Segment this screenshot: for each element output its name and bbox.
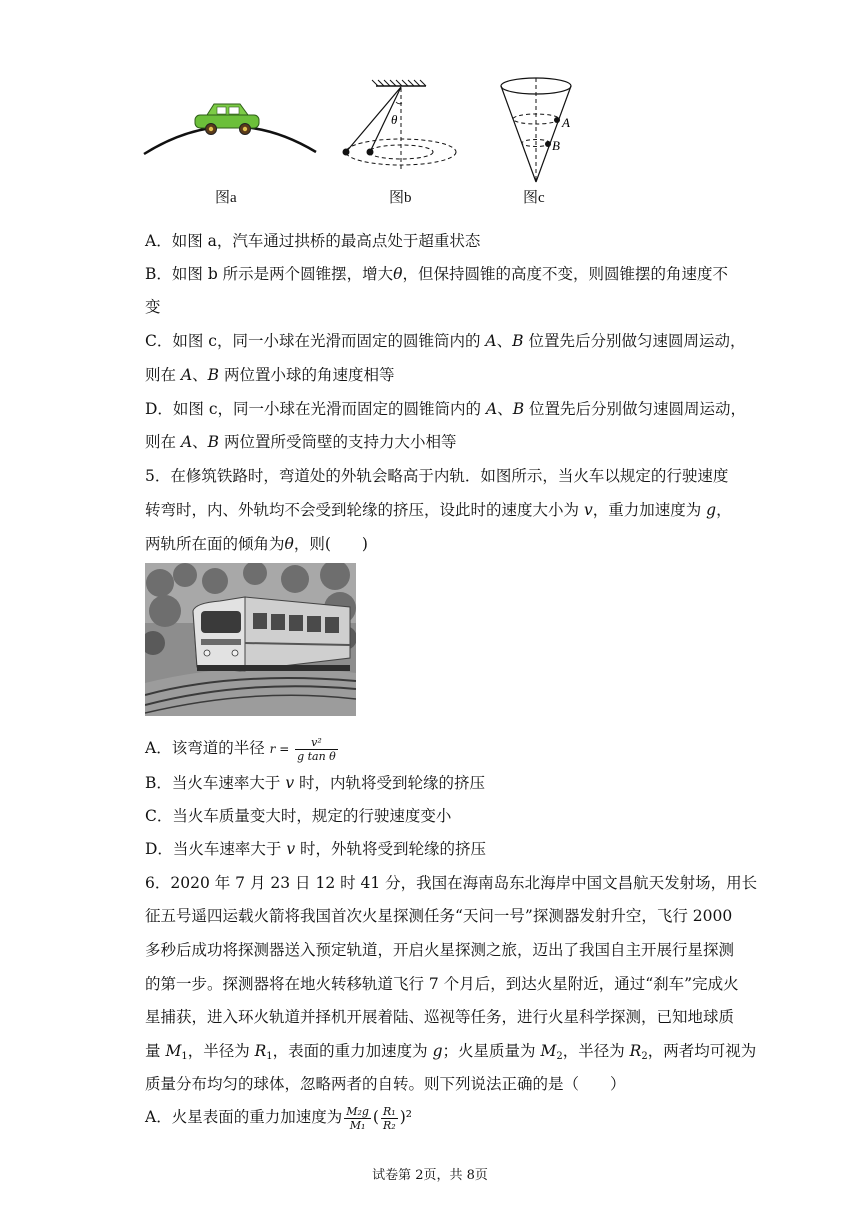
figure-c-cone xyxy=(501,78,571,182)
q6-stem-line4: 的第一步。探测器将在地火转移轨道飞行 7 个月后，到达火星附近，通过“刹车”完成火 xyxy=(145,975,739,993)
q6-stem-line7: 质量分布均匀的球体，忽略两者的自转。则下列说法正确的是（ ） xyxy=(145,1075,626,1093)
figure-b-caption: 图b xyxy=(389,190,412,206)
q4-option-d: D．如图 c，同一小球在光滑而固定的圆锥筒内的 A、B 位置先后分别做匀速圆周运动， xyxy=(145,400,747,418)
q5-stem-line3: 两轨所在面的倾角为θ，则( ) xyxy=(145,535,368,553)
q4-option-a: A．如图 a，汽车通过拱桥的最高点处于超重状态 xyxy=(145,232,481,250)
q4-option-b-cont: 变 xyxy=(145,298,161,316)
q5-stem-line1: 5．在修筑铁路时，弯道处的外轨会略高于内轨．如图所示，当火车以规定的行驶速度 xyxy=(145,467,729,485)
page-footer: 试卷第 2页，共 8页 xyxy=(372,1168,488,1183)
figure-a-bridge xyxy=(144,104,316,154)
figure-b-conical-pendulum xyxy=(343,80,457,172)
q5-option-d: D．当火车速率大于 v 时，外轨将受到轮缘的挤压 xyxy=(145,840,487,858)
q6-option-a: A．火星表面的重力加速度为 $\frac{\text{M₂g}}{\text{M₁}}$ ( $\frac{\text{R₁}}{\text{R₂}}$ )² xyxy=(145,1104,412,1132)
q6-stem-line1: 6．2020 年 7 月 23 日 12 时 41 分，我国在海南岛东北海岸中国文昌航天发射场，用长 xyxy=(145,874,758,892)
q5-option-a-fraction: $\frac{\text{v²}}{\text{g tan θ}}$ xyxy=(297,735,336,763)
q6-option-a-fraction-1: $\frac{\text{M₂g}}{\text{M₁}}$ xyxy=(346,1104,369,1132)
q5-option-b: B．当火车速率大于 v 时，内轨将受到轮缘的挤压 xyxy=(145,774,486,792)
q6-option-a-fraction-2: $\frac{\text{R₁}}{\text{R₂}}$ xyxy=(382,1104,396,1132)
q6-stem-line2: 征五号遥四运载火箭将我国首次火星探测任务“天问一号”探测器发射升空，飞行 2000 xyxy=(145,907,733,925)
q4-option-c: C．如图 c，同一小球在光滑而固定的圆锥筒内的 A、B 位置先后分别做匀速圆周运动， xyxy=(145,332,746,350)
train-photo xyxy=(145,563,356,716)
train-photo-svg xyxy=(145,563,356,716)
q6-stem-line3: 多秒后成功将探测器送入预定轨道，开启火星探测之旅，迈出了我国自主开展行星探测 xyxy=(145,941,735,959)
q5-option-c: C．当火车质量变大时，规定的行驶速度变小 xyxy=(145,807,452,825)
q4-option-b: B．如图 b 所示是两个圆锥摆，增大θ，但保持圆锥的高度不变，则圆锥摆的角速度不 xyxy=(145,265,729,283)
q6-stem-line5: 星捕获，进入环火轨道并择机开展着陆、巡视等任务，进行火星科学探测，已知地球质 xyxy=(145,1008,735,1026)
figure-a-caption: 图a xyxy=(215,190,237,206)
figure-c-caption: 图c xyxy=(523,190,545,206)
q4-option-d-cont: 则在 A、B 两位置所受筒壁的支持力大小相等 xyxy=(145,433,457,451)
figure-c-label-a: A xyxy=(562,115,570,130)
q4-option-c-cont: 则在 A、B 两位置小球的角速度相等 xyxy=(145,366,395,384)
q6-stem-line6: 量 $M_1$，半径为 $R_1$，表面的重力加速度为 g；火星质量为 $M_2$，半径为 $R_2$，两者均可视为 xyxy=(145,1042,757,1062)
q5-option-a: A．该弯道的半径 r = $\frac{\text{v²}}{\text{g tan θ}}$ xyxy=(145,735,336,763)
q5-stem-line2: 转弯时，内、外轨均不会受到轮缘的挤压，设此时的速度大小为 v，重力加速度为 g， xyxy=(145,501,732,519)
figure-c-label-b: B xyxy=(552,138,560,153)
figure-b-theta-label: θ xyxy=(391,112,398,127)
